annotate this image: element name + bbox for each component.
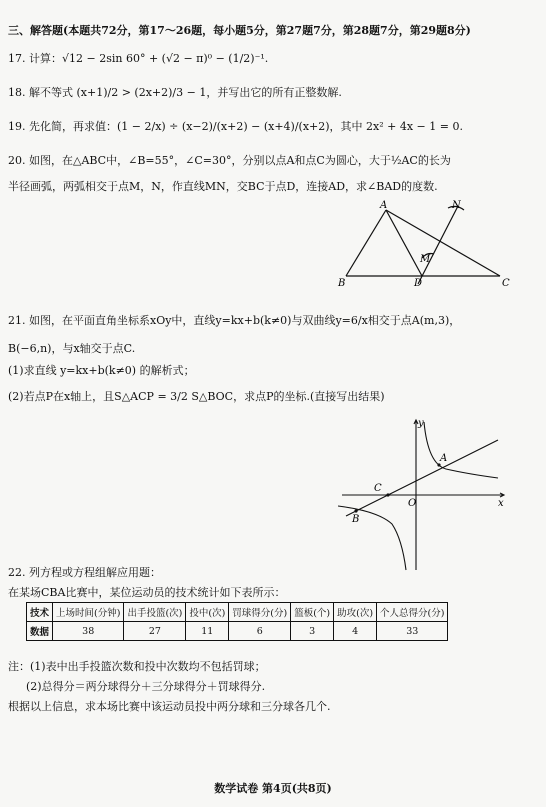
table-cell: 6 xyxy=(229,622,291,641)
label-b: B xyxy=(352,514,360,525)
label-o: O xyxy=(408,498,417,509)
axis-label-y: y xyxy=(418,418,424,429)
question-19: 19. 先化简，再求值：(1 − 2/x) ÷ (x−2)/(x+2) − (x+4)/(x+2)，其中 2x² + 4x − 1 = 0. xyxy=(8,120,463,133)
label-a: A xyxy=(380,200,388,211)
table-cell: 27 xyxy=(124,622,186,641)
side-ac xyxy=(386,210,500,276)
question-21-line2: B(−6,n)，与x轴交于点C. xyxy=(8,342,136,355)
label-b: B xyxy=(338,278,346,289)
point-c xyxy=(386,493,389,496)
axis-label-x: x xyxy=(498,498,504,509)
page-footer: 数学试卷 第4页(共8页) xyxy=(214,782,332,795)
table-header-row xyxy=(27,603,448,622)
table-cell: 38 xyxy=(53,622,124,641)
table-header-cell: 技术 xyxy=(27,603,53,622)
question-21-part2: (2)若点P在x轴上，且S△ACP = 3/2 S△BOC，求点P的坐标.(直接写出结果) xyxy=(8,390,385,403)
label-d: D xyxy=(414,278,423,289)
label-m: M xyxy=(420,254,431,265)
table-cell: 11 xyxy=(186,622,229,641)
table-row xyxy=(27,622,448,641)
question-17: 17. 计算：√12 − 2sin 60° + (√2 − π)⁰ − (1/2)⁻¹. xyxy=(8,52,269,65)
table-header-cell: 个人总得分(分) xyxy=(377,603,448,622)
question-20-line1: 20. 如图，在△ABC中，∠B=55°，∠C=30°，分别以点A和点C为圆心，大于½AC的长为 xyxy=(8,154,451,167)
side-ab xyxy=(346,210,386,276)
table-cell: 3 xyxy=(291,622,334,641)
question-21-part1: (1)求直线 y=kx+b(k≠0) 的解析式； xyxy=(8,364,195,377)
table-header-cell: 投中(次) xyxy=(186,603,229,622)
hyperbola-left xyxy=(338,506,406,570)
table-cell: 33 xyxy=(377,622,448,641)
stats-table xyxy=(26,602,448,641)
line-kx-b xyxy=(346,440,498,516)
label-c: C xyxy=(374,483,382,494)
label-a: A xyxy=(440,453,448,464)
table-header-cell: 出手投篮(次) xyxy=(124,603,186,622)
note-1: 注：(1)表中出手投篮次数和投中次数均不包括罚球； xyxy=(8,660,266,673)
note-2: (2)总得分＝两分球得分＋三分球得分＋罚球得分. xyxy=(26,680,266,693)
triangle-figure xyxy=(330,198,540,290)
table-header-cell: 助攻(次) xyxy=(334,603,377,622)
question-22-intro: 在某场CBA比赛中，某位运动员的技术统计如下表所示： xyxy=(8,586,286,599)
question-22-question: 根据以上信息，求本场比赛中该运动员投中两分球和三分球各几个. xyxy=(8,700,331,713)
hyperbola-right xyxy=(424,422,498,478)
table-header-cell: 上场时间(分钟) xyxy=(53,603,124,622)
table-cell: 4 xyxy=(334,622,377,641)
table-header-cell: 罚球得分(分) xyxy=(229,603,291,622)
table-header-cell: 篮板(个) xyxy=(291,603,334,622)
label-n: N xyxy=(452,200,461,211)
question-21-line1: 21. 如图，在平面直角坐标系xOy中，直线y=kx+b(k≠0)与双曲线y=6/x相交于点A(m,3)， xyxy=(8,314,461,327)
question-20-line2: 半径画弧，两弧相交于点M，N，作直线MN，交BC于点D，连接AD，求∠BAD的度数. xyxy=(8,180,438,193)
coordinate-figure xyxy=(338,414,510,574)
line-mn xyxy=(418,206,458,284)
question-18: 18. 解不等式 (x+1)/2 > (2x+2)/3 − 1，并写出它的所有正整数解. xyxy=(8,86,342,99)
point-b xyxy=(354,509,357,512)
section-header: 三、解答题(本题共72分，第17～26题，每小题5分，第27题7分，第28题7分，第29题8分) xyxy=(8,24,471,37)
question-22-title: 22. 列方程或方程组解应用题： xyxy=(8,566,161,579)
table-cell: 数据 xyxy=(27,622,53,641)
label-c: C xyxy=(502,278,510,289)
